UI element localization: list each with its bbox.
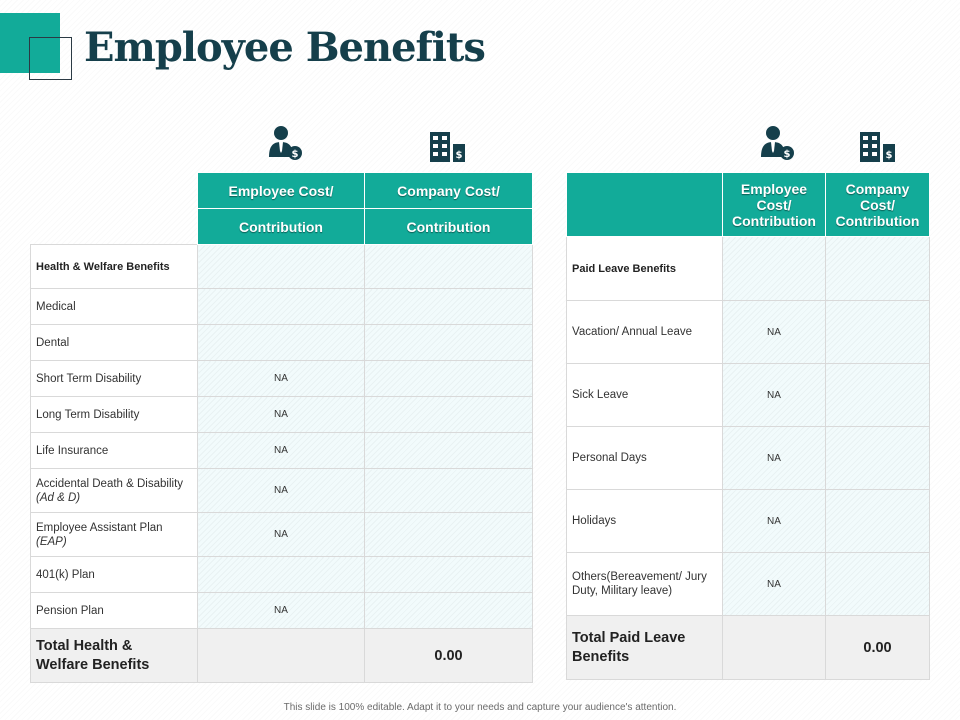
- row-label-note: (Ad & D): [36, 491, 81, 504]
- row-label: [31, 513, 198, 557]
- row-label: Medical: [31, 289, 198, 325]
- total-employee-cell: [198, 629, 365, 683]
- header-line: Cost/: [756, 196, 792, 213]
- employee-cost-cell: NA: [198, 433, 365, 469]
- company-cost-cell: [365, 557, 533, 593]
- table-row: [31, 397, 533, 433]
- total-label-line: Benefits: [572, 648, 630, 665]
- svg-text:$: $: [885, 150, 893, 161]
- table-row: [31, 469, 533, 513]
- employee-cost-icon: [268, 124, 304, 162]
- table-row: [567, 490, 930, 553]
- total-label-line: Total Paid Leave: [572, 629, 686, 646]
- total-label-line: Total Health &: [36, 637, 133, 654]
- company-cost-cell: [826, 427, 930, 490]
- header-company-cost: [826, 173, 930, 237]
- table-row: [567, 237, 930, 301]
- header-line: Contribution: [835, 212, 920, 229]
- row-label-text: Employee Assistant Plan: [36, 521, 163, 534]
- company-cost-cell: [826, 301, 930, 364]
- company-cost-cell: [365, 513, 533, 557]
- total-employee-cell: [723, 616, 826, 680]
- company-cost-cell: [826, 237, 930, 301]
- row-label: Life Insurance: [31, 433, 198, 469]
- employee-cost-cell: NA: [198, 513, 365, 557]
- row-label: Health & Welfare Benefits: [31, 245, 198, 289]
- employee-cost-cell: NA: [198, 469, 365, 513]
- table-row: [567, 427, 930, 490]
- total-label: [567, 616, 723, 680]
- header-blank: [567, 173, 723, 237]
- employee-cost-cell: NA: [723, 364, 826, 427]
- table-row: [567, 553, 930, 616]
- company-cost-cell: [365, 245, 533, 289]
- table-row: [31, 245, 533, 289]
- total-company-value: 0.00: [826, 616, 930, 680]
- svg-text:$: $: [783, 149, 791, 160]
- row-label: Vacation/ Annual Leave: [567, 301, 723, 364]
- row-label-note: (EAP): [36, 535, 67, 548]
- row-label: Long Term Disability: [31, 397, 198, 433]
- employee-cost-cell: NA: [723, 553, 826, 616]
- header-employee-cost: [723, 173, 826, 237]
- row-label: [567, 553, 723, 616]
- row-label: Dental: [31, 325, 198, 361]
- footer-note: This slide is 100% editable. Adapt it to your needs and capture your audience's attention.: [283, 702, 677, 713]
- row-label: [31, 469, 198, 513]
- header-company-cost: Company Cost/: [365, 173, 533, 209]
- table-row: [31, 557, 533, 593]
- company-cost-cell: [365, 325, 533, 361]
- header-line: Employee: [740, 180, 808, 197]
- table-row: [31, 289, 533, 325]
- row-label: Sick Leave: [567, 364, 723, 427]
- company-cost-cell: [365, 397, 533, 433]
- employee-cost-cell: NA: [723, 490, 826, 553]
- employee-cost-icon: [760, 124, 796, 162]
- table-row: [567, 364, 930, 427]
- header-company-contribution: Contribution: [365, 209, 533, 245]
- total-label: [31, 629, 198, 683]
- header-line: Company: [845, 180, 910, 197]
- employee-cost-cell: NA: [723, 301, 826, 364]
- company-cost-cell: [365, 361, 533, 397]
- row-label: Personal Days: [567, 427, 723, 490]
- company-building-icon: [860, 132, 896, 162]
- company-cost-cell: [826, 553, 930, 616]
- row-label: Holidays: [567, 490, 723, 553]
- svg-text:$: $: [455, 150, 463, 161]
- company-cost-cell: [826, 490, 930, 553]
- table-row: [31, 513, 533, 557]
- slide-title: Employee Benefits: [84, 24, 485, 71]
- employee-cost-cell: [198, 325, 365, 361]
- employee-cost-cell: NA: [198, 361, 365, 397]
- total-company-value: 0.00: [365, 629, 533, 683]
- employee-cost-cell: [198, 557, 365, 593]
- employee-cost-cell: [723, 237, 826, 301]
- table-row: [31, 593, 533, 629]
- company-cost-cell: [365, 593, 533, 629]
- header-employee-contribution: Contribution: [198, 209, 365, 245]
- row-label-text: Duty, Military leave): [572, 585, 673, 597]
- row-label: 401(k) Plan: [31, 557, 198, 593]
- company-cost-cell: [365, 433, 533, 469]
- employee-cost-cell: [198, 289, 365, 325]
- table-row: [31, 433, 533, 469]
- header-line: Cost/: [860, 196, 895, 213]
- row-label-text: Accidental Death & Disability: [36, 477, 184, 490]
- svg-text:$: $: [291, 149, 299, 160]
- health-welfare-table: [30, 172, 533, 683]
- total-row: [567, 616, 930, 680]
- company-cost-cell: [826, 364, 930, 427]
- row-label: Pension Plan: [31, 593, 198, 629]
- employee-cost-cell: NA: [198, 397, 365, 433]
- table-row: [567, 301, 930, 364]
- header-line: Contribution: [732, 212, 816, 229]
- outline-square: [29, 37, 72, 80]
- company-cost-cell: [365, 289, 533, 325]
- row-label: Paid Leave Benefits: [567, 237, 723, 301]
- table-row: [31, 325, 533, 361]
- row-label: Short Term Disability: [31, 361, 198, 397]
- total-label-line: Welfare Benefits: [36, 656, 150, 673]
- company-building-icon: [430, 132, 466, 162]
- employee-cost-cell: NA: [723, 427, 826, 490]
- company-cost-cell: [365, 469, 533, 513]
- total-row: [31, 629, 533, 683]
- header-employee-cost: Employee Cost/: [198, 173, 365, 209]
- paid-leave-table: [566, 172, 930, 680]
- employee-cost-cell: NA: [198, 593, 365, 629]
- header-spacer: [31, 173, 198, 209]
- employee-cost-cell: [198, 245, 365, 289]
- table-row: [31, 361, 533, 397]
- row-label-text: Others(Bereavement/ Jury: [572, 571, 707, 583]
- header-spacer: [31, 209, 198, 245]
